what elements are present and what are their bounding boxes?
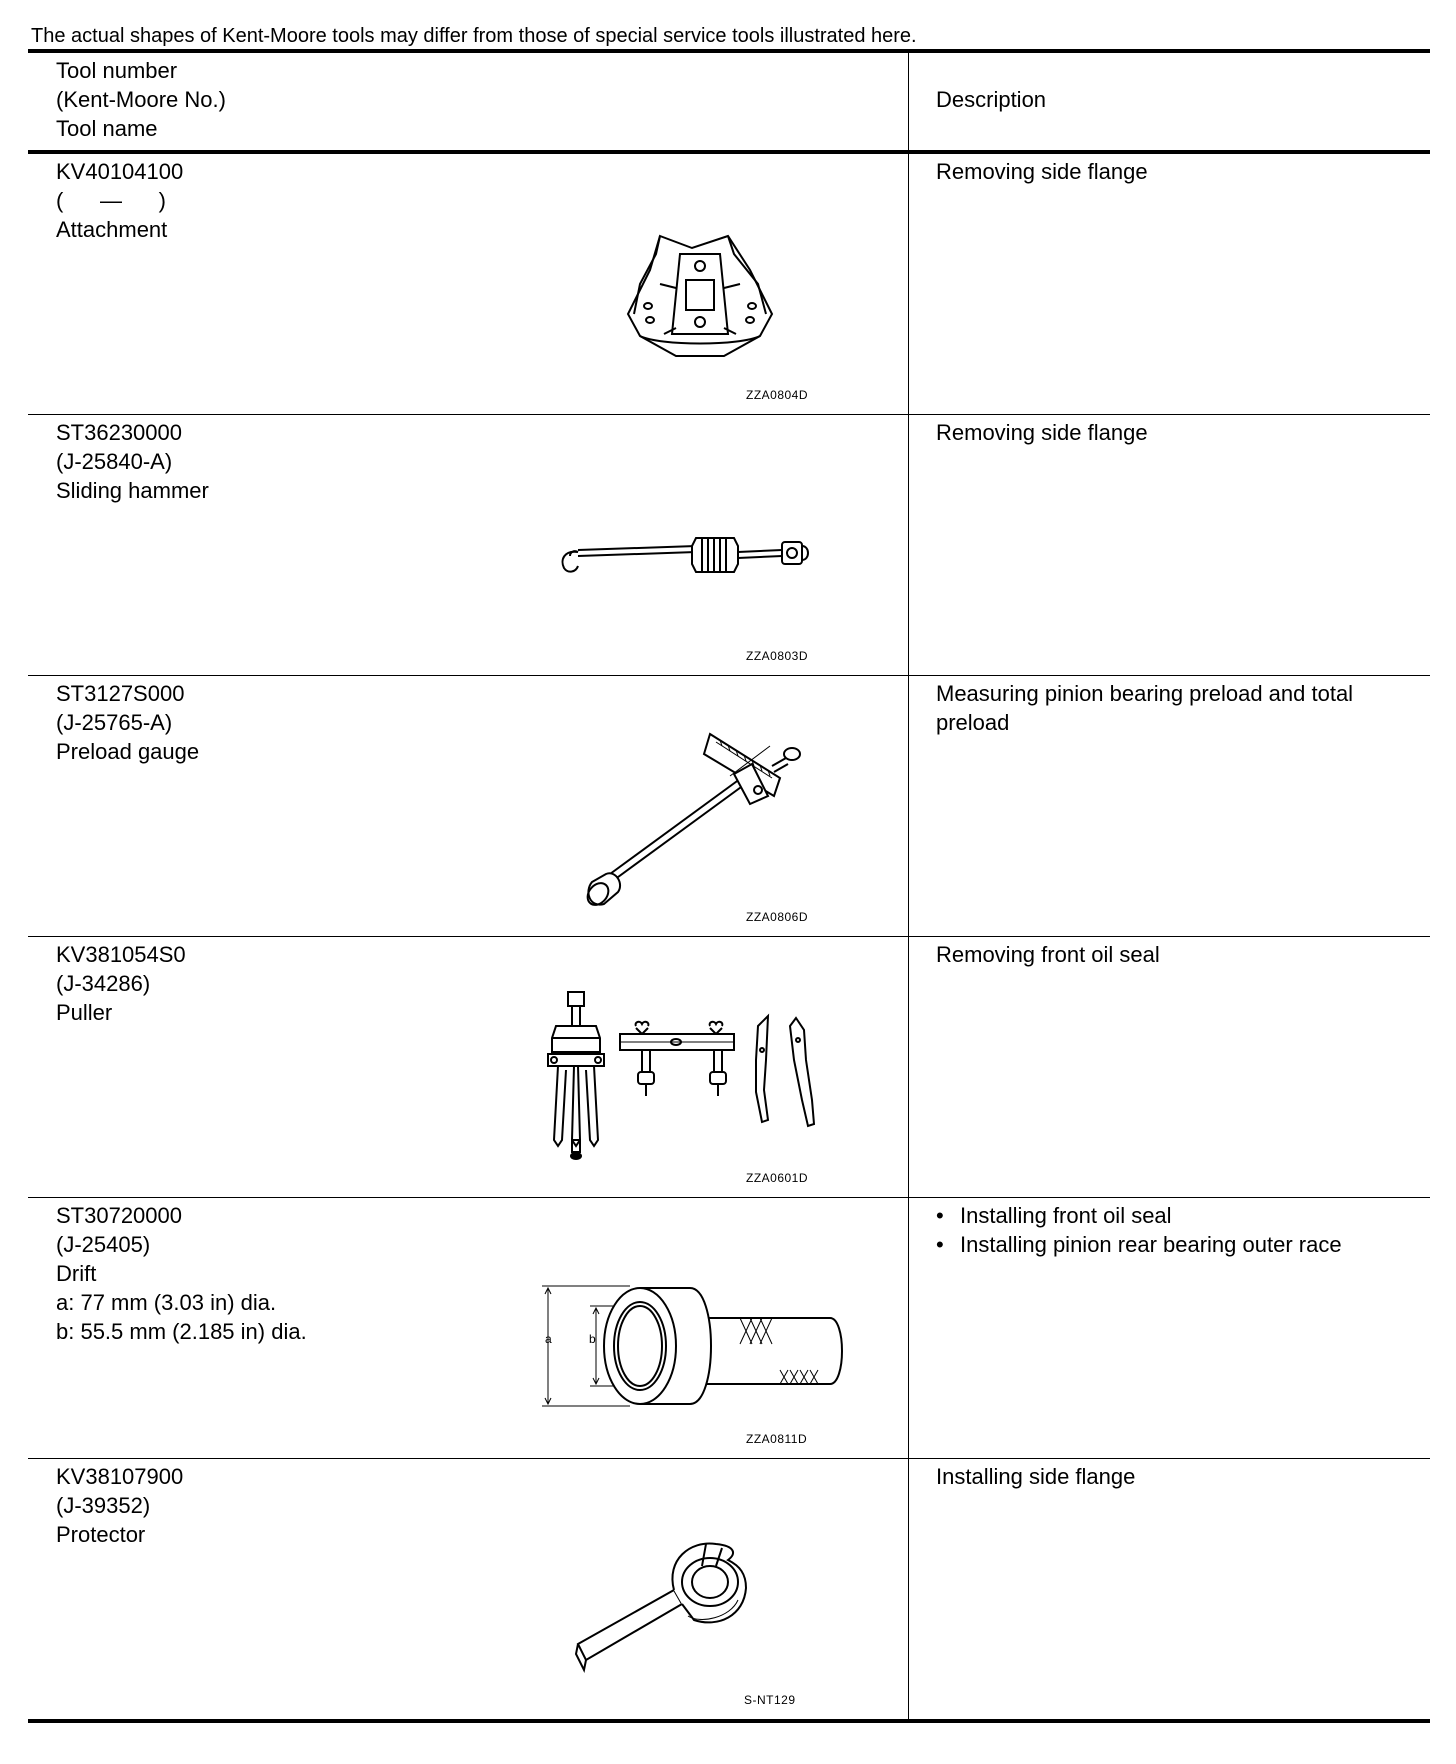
kent-moore-number: (J-39352) <box>56 1493 151 1518</box>
figure-code: ZZA0803D <box>746 649 809 663</box>
header-description: Description <box>936 87 1047 112</box>
tool-name: Preload gauge <box>56 739 200 764</box>
description-cell <box>936 418 1148 447</box>
tool-cell-protector <box>56 1462 183 1549</box>
table-bottom-rule <box>28 1719 1430 1723</box>
header-tool-line: Tool number <box>56 58 178 83</box>
description-line: Measuring pinion bearing preload and total <box>936 681 1354 706</box>
sliding-hammer-icon <box>556 530 816 580</box>
header-tool-column <box>56 56 226 143</box>
tool-number: ST30720000 <box>56 1203 182 1228</box>
figure-code: ZZA0806D <box>746 910 809 924</box>
tool-name: Protector <box>56 1522 146 1547</box>
tool-cell-preload-gauge <box>56 679 199 766</box>
description-cell <box>936 1462 1135 1491</box>
tool-cell-attachment <box>56 157 183 244</box>
kent-moore-number: (J-25840-A) <box>56 449 173 474</box>
tool-number: ST36230000 <box>56 420 182 445</box>
header-tool-line: Tool name <box>56 116 158 141</box>
puller-icon <box>524 990 844 1180</box>
description-line: Installing side flange <box>936 1464 1136 1489</box>
figure-code: ZZA0804D <box>746 388 809 402</box>
tool-number: KV38107900 <box>56 1464 184 1489</box>
figure-label-a: a <box>545 1332 553 1346</box>
tool-number: KV381054S0 <box>56 942 186 967</box>
description-bullet: • Installing pinion rear bearing outer race <box>936 1230 1342 1259</box>
table-top-rule <box>28 49 1430 53</box>
description-cell <box>936 940 1160 969</box>
description-line: preload <box>936 710 1010 735</box>
tool-cell-sliding-hammer <box>56 418 209 505</box>
protector-icon <box>570 1520 800 1680</box>
row-divider <box>28 936 1430 937</box>
tool-number: KV40104100 <box>56 159 184 184</box>
figure-code: ZZA0811D <box>746 1432 808 1446</box>
description-line: Removing front oil seal <box>936 942 1160 967</box>
figure-label-b: b <box>589 1332 597 1346</box>
tool-name: Attachment <box>56 217 168 242</box>
row-divider <box>28 1197 1430 1198</box>
attachment-tool-icon <box>620 224 780 364</box>
description-line: Removing side flange <box>936 420 1148 445</box>
description-cell <box>936 679 1353 737</box>
kent-moore-number: (J-34286) <box>56 971 151 996</box>
preload-gauge-icon <box>560 724 800 914</box>
description-bullet: • Installing front oil seal <box>936 1201 1342 1230</box>
kent-moore-number: (J-25765-A) <box>56 710 173 735</box>
notice-text: The actual shapes of Kent-Moore tools may differ from those of special service tools illustrated here. <box>31 25 917 47</box>
description-line: Removing side flange <box>936 159 1148 184</box>
drift-icon <box>540 1284 850 1408</box>
tool-name: Sliding hammer <box>56 478 209 503</box>
dimension-b: b: 55.5 mm (2.185 in) dia. <box>56 1319 307 1344</box>
row-divider <box>28 675 1430 676</box>
kent-moore-number: ( — ) <box>56 188 166 213</box>
description-cell <box>936 1201 1342 1259</box>
figure-code: ZZA0601D <box>746 1171 809 1185</box>
kent-moore-number: (J-25405) <box>56 1232 151 1257</box>
tool-name: Drift <box>56 1261 97 1286</box>
tool-cell-drift <box>56 1201 307 1346</box>
tool-cell-puller <box>56 940 186 1027</box>
dimension-a: a: 77 mm (3.03 in) dia. <box>56 1290 277 1315</box>
row-divider <box>28 414 1430 415</box>
figure-code: S-NT129 <box>744 1693 796 1707</box>
description-bullets <box>936 1201 1342 1259</box>
description-cell <box>936 157 1148 186</box>
tool-number: ST3127S000 <box>56 681 185 706</box>
column-divider <box>908 50 909 1722</box>
tool-name: Puller <box>56 1000 113 1025</box>
row-divider <box>28 1458 1430 1459</box>
header-bottom-rule <box>28 150 1430 154</box>
header-tool-line: (Kent-Moore No.) <box>56 87 226 112</box>
